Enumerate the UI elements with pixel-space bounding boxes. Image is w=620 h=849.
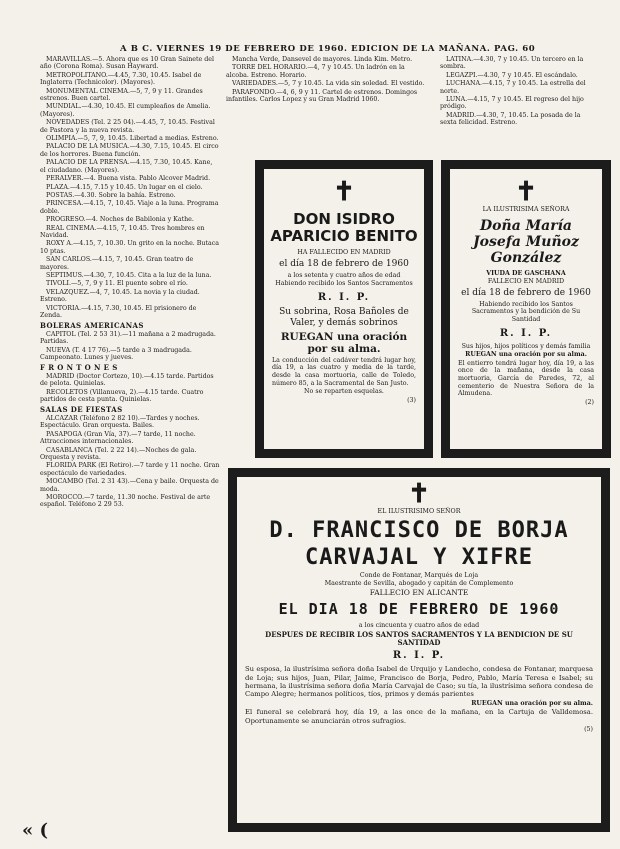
age-line: a los setenta y cuatro años de edad bbox=[287, 271, 401, 279]
listing-item: POSTAS.—4.30. Sobre la bahía. Estreno. bbox=[46, 191, 176, 199]
rip-label: R. I. P. bbox=[392, 650, 446, 662]
rip-label: R. I. P. bbox=[499, 327, 553, 339]
listing-item: LUNA.—4.15, 7 y 10.45. El regreso del hijo pródigo. bbox=[440, 96, 584, 111]
listing-item: MONUMENTAL CINEMA.—5, 7, 9 y 11. Grandes estrenos. Buen cartel. bbox=[40, 87, 203, 103]
listing-item: ROXY A.—4.15, 7, 10.30. Un grito en la noche. Butaca 10 ptas. bbox=[40, 240, 220, 255]
listing-item: MARAVILLAS.—5. Ahora que es 10 Gran Sainete del año (Corona Roma). Susan Hayward. bbox=[40, 56, 215, 71]
listing-item: VELAZQUEZ.—4, 7, 10.45. La novia y la ciudad. Estreno. bbox=[40, 288, 200, 304]
listing-item: NOVEDADES (Tel. 2 25 04).—4.45, 7, 10.45. Festival de Pastora y la nueva revista. bbox=[40, 119, 215, 134]
listing-item: PARAFONDO.—4, 6, 9 y 11. Cartel de estrenos. Domingos infantiles. Carlos Lopez y su Gran Madrid 1060. bbox=[226, 88, 418, 104]
sacraments-line: Habiendo recibido los Santos Sacramentos y la bendición de Su Santidad bbox=[471, 300, 581, 323]
ad-code: (2) bbox=[585, 398, 594, 406]
age-line: a los cincuenta y cuatro años de edad bbox=[358, 622, 480, 630]
ruegan-line: RUEGAN una oración por su alma. bbox=[471, 699, 593, 707]
note-line: No se reparten esquelas. bbox=[304, 388, 384, 396]
family-line: Su sobrina, Rosa Bañoles de Valer, y demás sobrinos bbox=[279, 306, 409, 328]
family-line: Sus hijos, hijos políticos y demás familia bbox=[461, 342, 591, 350]
listing-item: VICTORIA.—4.15, 7.30, 10.45. El prisionero de Zenda. bbox=[40, 304, 197, 319]
listing-item: PROGRESO.—4. Noches de Babilonia y Kathe. bbox=[46, 216, 194, 224]
section-heading: BOLERAS AMERICANAS bbox=[40, 321, 144, 331]
listing-item: PRINCESA.—4.15, 7, 10.45. Viaje a la luna. Programa doble. bbox=[40, 200, 219, 215]
listing-item: METROPOLITANO.—4.45, 7.30, 10.45. Isabel de Inglaterra (Technicolor). (Mayores). bbox=[40, 71, 202, 87]
section-heading: F R O N T O N E S bbox=[40, 363, 118, 373]
listing-item: LEGAZPI.—4.30, 7 y 10.45. El escándalo. bbox=[446, 71, 578, 79]
top-right-column bbox=[440, 56, 590, 154]
deceased-name: Doña María Josefa Muñoz González bbox=[473, 217, 579, 266]
titles-line: Conde de Fontanar, Marqués de Loja bbox=[359, 571, 479, 579]
ruegan-line: RUEGAN una oración por su alma. bbox=[280, 330, 408, 355]
listing-item: CASABLANCA (Tel. 2 22 14).—Noches de gala. Orquesta y revista. bbox=[40, 446, 197, 461]
listing-item: ALCAZAR (Teléfono 2 82 10).—Tardes y noches. Espectáculo. Gran orquesta. Bailes. bbox=[40, 414, 200, 430]
top-middle-column bbox=[226, 56, 426, 154]
cross-icon: ✝ bbox=[333, 177, 355, 207]
ad-code: (5) bbox=[584, 726, 593, 734]
listing-item: LATINA.—4.30, 7 y 10.45. Un tercero en la sombra. bbox=[440, 56, 584, 71]
maestrante-line: Maestrante de Sevilla, abogado y capitán de Complemento bbox=[324, 580, 514, 588]
listing-item: MOROCCO.—7 tarde, 11.30 noche. Festival de arte español. Teléfono 2 29 53. bbox=[40, 493, 211, 509]
listing-item: NUEVA (T. 4 17 76).—5 tarde a 3 madrugada. Campeonato. Lunes y jueves. bbox=[40, 346, 192, 362]
fallecio-line: FALLECIO EN MADRID bbox=[487, 278, 565, 286]
listing-item: OLIMPIA.—5, 7, 9, 10.45. Libertad a medias. Estreno. bbox=[46, 135, 219, 143]
listings-column bbox=[40, 56, 220, 836]
fallecio-line: HA FALLECIDO EN MADRID bbox=[297, 249, 391, 256]
listing-item: MUNDIAL.—4.30, 10.45. El cumpleaños de Amelia. (Mayores). bbox=[40, 103, 211, 118]
listing-item: SEPTIMUS.—4.30, 7, 10.45. Cita a la luz de la luna. bbox=[46, 271, 212, 279]
bottom-mark: « ( bbox=[22, 820, 49, 841]
deceased-name-line2: CARVAJAL Y XIFRE bbox=[305, 544, 533, 570]
listing-item: TIVOLI.—5, 7, 9 y 11. El puente sobre el río. bbox=[46, 280, 188, 288]
cross-icon: ✝ bbox=[515, 177, 537, 207]
listing-item: PERALVER.—4. Buena vista. Pablo Alcover Madrid. bbox=[46, 175, 211, 183]
listing-item: Mancha Verde, Dansevel de mayores. Linda Kim. Metro. bbox=[232, 56, 413, 63]
entierro-text: El entierro tendrá lugar hoy, día 19, a las once de la mañana, desde la casa mortuoria, García de Paredes, 72, al cementerio de Nuestra Señora de la Almudena. bbox=[458, 359, 594, 398]
honorific-title: EL ILUSTRISIMO SEÑOR bbox=[377, 508, 461, 515]
fallecio-line: FALLECIO EN ALICANTE bbox=[369, 587, 469, 597]
listing-item: CAPITOL (Tel. 2 53 31).—11 mañana a 2 madrugada. Partidas. bbox=[40, 330, 216, 346]
listing-item: VARIEDADES.—5, 7 y 10.45. La vida sin soledad. El vestido. bbox=[232, 80, 425, 88]
funeral-text: El funeral se celebrará hoy, día 19, a las once de la mañana, en la Cartuja de Valldemosa. Oportunamente se anunciarán otros sufragios. bbox=[245, 708, 593, 725]
listing-item: RECOLETOS (Villanueva, 2).—4.15 tarde. Cuatro partidos de cesta punta. Quinielas. bbox=[40, 388, 204, 404]
listing-item: PASAPOGA (Gran Vía, 37).—7 tarde, 11 noche. Attracciones internacionales. bbox=[40, 430, 196, 446]
listing-item: PALACIO DE LA PRENSA.—4.15, 7.30, 10.45. Kane, el ciudadano. (Mayores). bbox=[40, 159, 213, 174]
section-heading: SALAS DE FIESTAS bbox=[40, 405, 123, 415]
sacraments-line: DESPUES DE RECIBIR LOS SANTOS SACRAMENTOS Y LA BENDICION DE SU SANTIDAD bbox=[265, 629, 573, 647]
listing-item: FLORIDA PARK (El Retiro).—7 tarde y 11 noche. Gran espectáculo de variedades. bbox=[40, 462, 220, 477]
listing-item: MOCAMBO (Tel. 2 31 43).—Cena y baile. Orquesta de moda. bbox=[40, 478, 219, 493]
listing-item: MADRID.—4.30, 7, 10.45. La posada de la sexta felicidad. Estreno. bbox=[440, 111, 581, 127]
sacraments-line: Habiendo recibido los Santos Sacramentos bbox=[275, 280, 413, 288]
conduccion-text: La conducción del cadáver tendrá lugar hoy, día 19, a las cuatro y media de la tarde, desde la casa mortuoria, calle de Toledo, número 85, a la Sacramental de San Justo. bbox=[272, 356, 416, 387]
honorific-title: LA ILUSTRISIMA SEÑORA bbox=[482, 206, 570, 213]
deceased-name: DON ISIDRO APARICIO BENITO bbox=[270, 210, 418, 245]
listing-item: PLAZA.—4.15, 7.15 y 10.45. Un lugar en el cielo. bbox=[46, 183, 203, 191]
listing-item: TORRE DEL HORARIO.—4, 7 y 10.45. Un ladrón en la alcoba. Estreno. Horario. bbox=[226, 64, 405, 79]
obituary-aparicio bbox=[255, 160, 433, 458]
listings-intro bbox=[40, 56, 220, 319]
death-date: el día 18 de febrero de 1960 bbox=[279, 258, 409, 269]
page-header: A B C. VIERNES 19 DE FEBRERO DE 1960. EDICION DE LA MAÑANA. PAG. 60 bbox=[120, 44, 536, 54]
listing-item: LUCHANA.—4.15, 7 y 10.45. La estrella del norte. bbox=[440, 80, 586, 95]
listing-item: PALACIO DE LA MUSICA.—4.30, 7.15, 10.45. El circo de los horrores. Buena función. bbox=[40, 143, 219, 158]
listing-item: SAN CARLOS.—4.15, 7, 10.45. Gran teatro de mayores. bbox=[40, 256, 194, 271]
obituary-munoz bbox=[441, 160, 611, 458]
death-date: el día 18 de febrero de 1960 bbox=[461, 287, 591, 298]
ruegan-line: RUEGAN una oración por su alma. bbox=[465, 351, 587, 359]
deceased-name-line1: D. FRANCISCO DE BORJA bbox=[269, 517, 569, 543]
obituary-carvajal bbox=[228, 468, 610, 832]
cross-icon: ✝ bbox=[408, 479, 430, 509]
family-text: Su esposa, la ilustrísima señora doña Isabel de Urquijo y Landecho, condesa de Fontanar, marquesa de Loja; sus hijos, Juan, Pilar, Jaime, Francisco de Borja, Pedro, Pablo, María Teresa e Isabel; su hermana, la ilustrísima señora doña María Carvajal de Caso; su tía, la ilustrísima señora condesa de Campo Alegre; hermanos políticos, tíos, primos y demás parientes bbox=[245, 665, 593, 699]
ad-code: (3) bbox=[407, 396, 416, 404]
death-date: EL DIA 18 DE FEBRERO DE 1960 bbox=[278, 600, 560, 619]
listing-item: MADRID (Doctor Cortezo, 10).—4.15 tarde. Partidos de pelota. Quinielas. bbox=[40, 372, 214, 388]
listing-item: REAL CINEMA.—4.15, 7, 10.45. Tres hombres en Navidad. bbox=[40, 224, 205, 239]
listings-sections bbox=[40, 322, 220, 508]
rip-label: R. I. P. bbox=[317, 291, 371, 303]
widow-line: VIUDA DE GASCHANA bbox=[486, 269, 566, 277]
